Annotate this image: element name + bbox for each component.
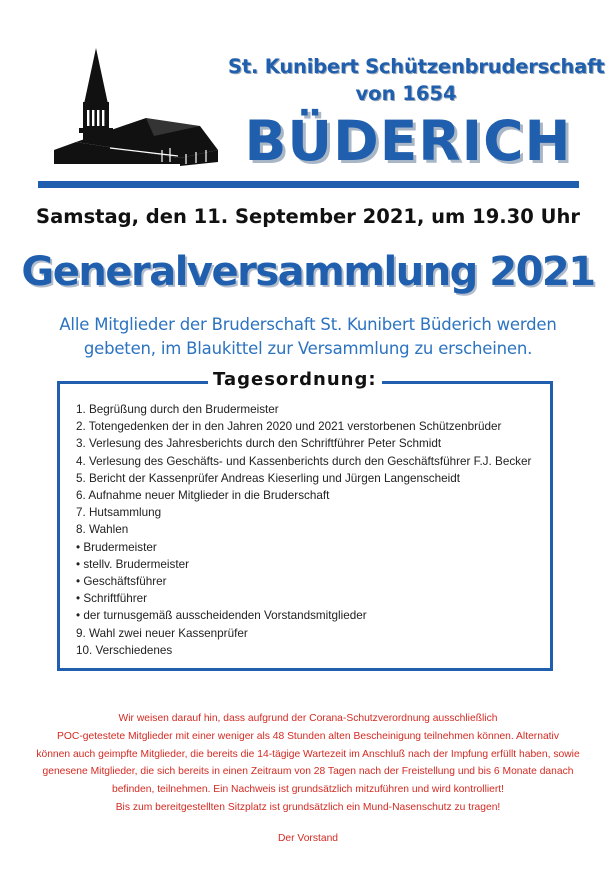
agenda-item: • Geschäftsführer (76, 575, 167, 589)
agenda-item: 8. Wahlen (76, 523, 129, 537)
intro-text (20, 313, 596, 361)
notice-line: genesene Mitglieder, die sich bereits in einen Zeitraum von 28 Tagen nach der Freistellung und bis 6 Monate danach (42, 766, 574, 778)
agenda-item: 6. Aufnahme neuer Mitglieder in die Bruderschaft (76, 489, 330, 503)
signature: Der Vorstand (277, 833, 339, 844)
church-logo-icon (50, 46, 222, 166)
organization-founded: von 1654 (355, 82, 457, 105)
agenda-item: • stellv. Brudermeister (76, 557, 189, 571)
notice-line: Bis zum bereitgestellten Sitzplatz ist grundsätzlich ein Mund-Nasenschutz zu tragen! (115, 801, 501, 813)
agenda-item: 2. Totengedenken der in den Jahren 2020 und 2021 verstorbenen Schützenbrüder (76, 420, 502, 434)
agenda-heading: Tagesordnung: (208, 368, 382, 392)
agenda-item: 1. Begrüßung durch den Brudermeister (76, 403, 279, 416)
agenda-item: • Brudermeister (76, 540, 157, 554)
header-divider (38, 181, 579, 188)
notice-line: Wir weisen darauf hin, dass aufgrund der Corana-Schutzverordnung ausschließlich (118, 713, 498, 724)
notice-line: POC-getestete Mitglieder mit einer weniger als 48 Stunden alten Bescheinigung teilnehmen können. Alternativ (57, 730, 559, 742)
agenda-list (76, 401, 531, 659)
agenda-item: 9. Wahl zwei neuer Kassenprüfer (76, 626, 248, 640)
notice-line: können auch geimpfte Mitglieder, die bereits die 14-tägige Wartezeit im Anschluß nach der Impfung erfüllt haben, sowie (36, 748, 580, 760)
covid-notice (30, 710, 586, 817)
event-date: Samstag, den 11. September 2021, um 19.30 Uhr (36, 205, 580, 228)
agenda-item: • der turnusgemäß ausscheidenden Vorstandsmitglieder (76, 609, 367, 623)
agenda-item: 5. Bericht der Kassenprüfer Andreas Kieserling und Jürgen Langenscheidt (76, 471, 460, 485)
event-title: Generalversammlung 2021 (21, 249, 595, 295)
organization-name: St. Kunibert Schützenbruderschaft (228, 55, 605, 78)
agenda-item: 7. Hutsammlung (76, 506, 162, 520)
agenda-item: • Schriftführer (76, 592, 147, 606)
agenda-item: 10. Verschiedenes (76, 643, 173, 657)
agenda-item: 4. Verlesung des Geschäfts- und Kassenberichts durch den Geschäftsführer F.J. Becker (76, 454, 532, 468)
town-name: BÜDERICH (244, 109, 572, 173)
intro-line: Alle Mitglieder der Bruderschaft St. Kunibert Büderich werden (59, 315, 557, 334)
notice-line: befinden, teilnehmen. Ein Nachweis ist grundsätzlich mitzuführen und wird kontrolliert! (111, 784, 505, 796)
intro-line: gebeten, im Blaukittel zur Versammlung zu erscheinen. (83, 339, 533, 358)
agenda-item: 3. Verlesung des Jahresberichts durch den Schriftführer Peter Schmidt (76, 437, 442, 451)
